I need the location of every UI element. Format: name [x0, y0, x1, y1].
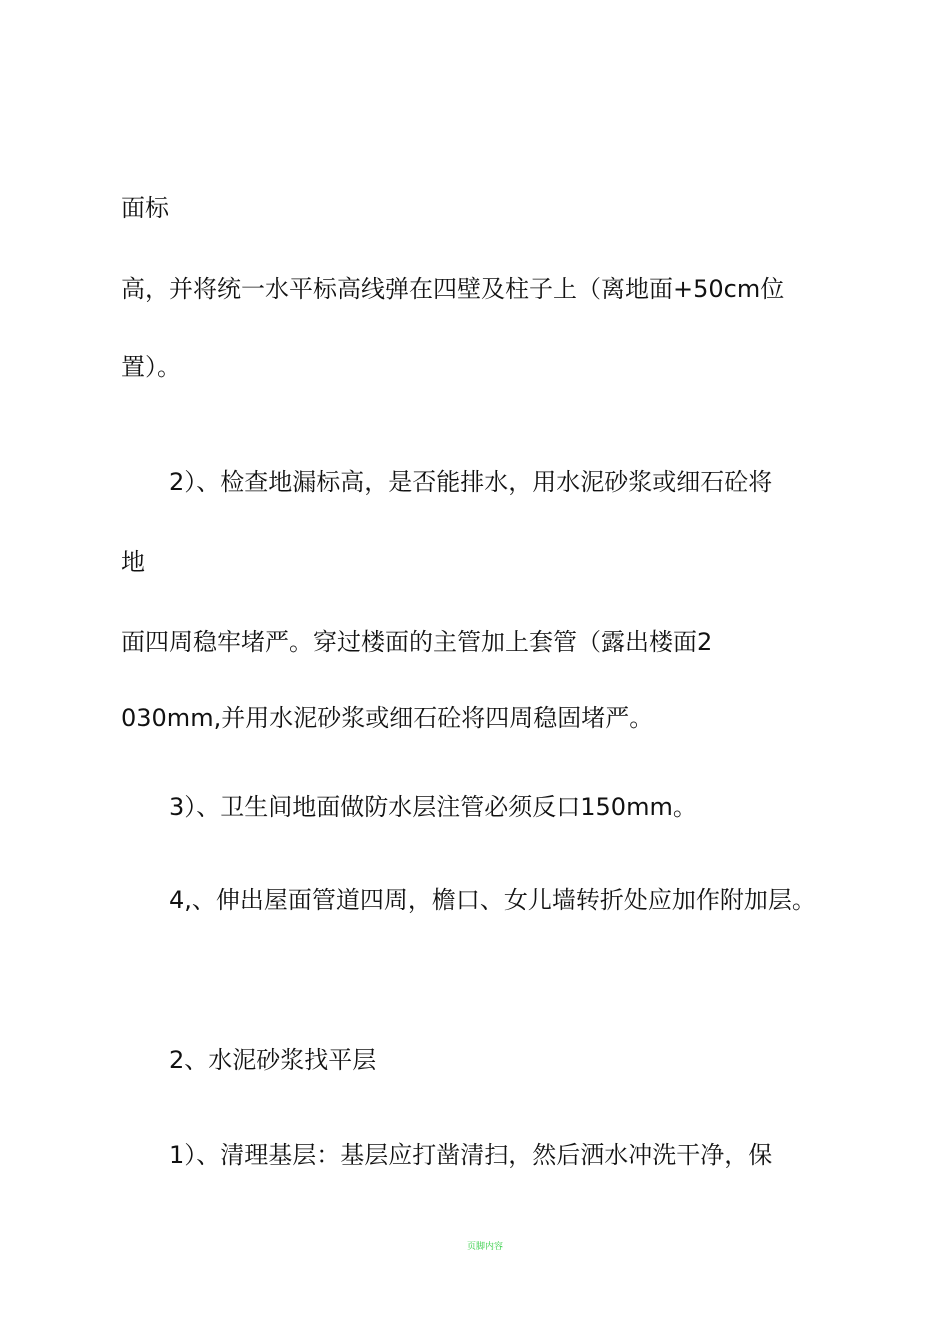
text-line-7: 030mm,并用水泥砂浆或细石砼将四周稳固堵严。 [121, 704, 654, 732]
text-line-10: 2、水泥砂浆找平层 [169, 1046, 377, 1074]
text-line-5: 地 [121, 548, 145, 576]
text-line-1: 面标 [121, 194, 169, 222]
text-line-9: 4,、伸出屋面管道四周，檐口、女儿墙转折处应加作附加层。 [169, 886, 816, 914]
text-line-8: 3）、卫生间地面做防水层注管必须反口150mm。 [169, 793, 697, 821]
text-line-3: 置）。 [121, 353, 181, 381]
text-line-4: 2）、检查地漏标高，是否能排水，用水泥砂浆或细石砼将 [169, 468, 773, 496]
text-line-11: 1）、清理基层：基层应打凿清扫，然后洒水冲洗干净，保 [169, 1141, 773, 1169]
text-line-6: 面四周稳牢堵严。穿过楼面的主管加上套管（露出楼面2 [121, 628, 713, 656]
text-line-2: 高，并将统一水平标高线弹在四壁及柱子上（离地面+50cm位 [121, 275, 785, 303]
page-footer: 页脚内容 [467, 1242, 504, 1252]
